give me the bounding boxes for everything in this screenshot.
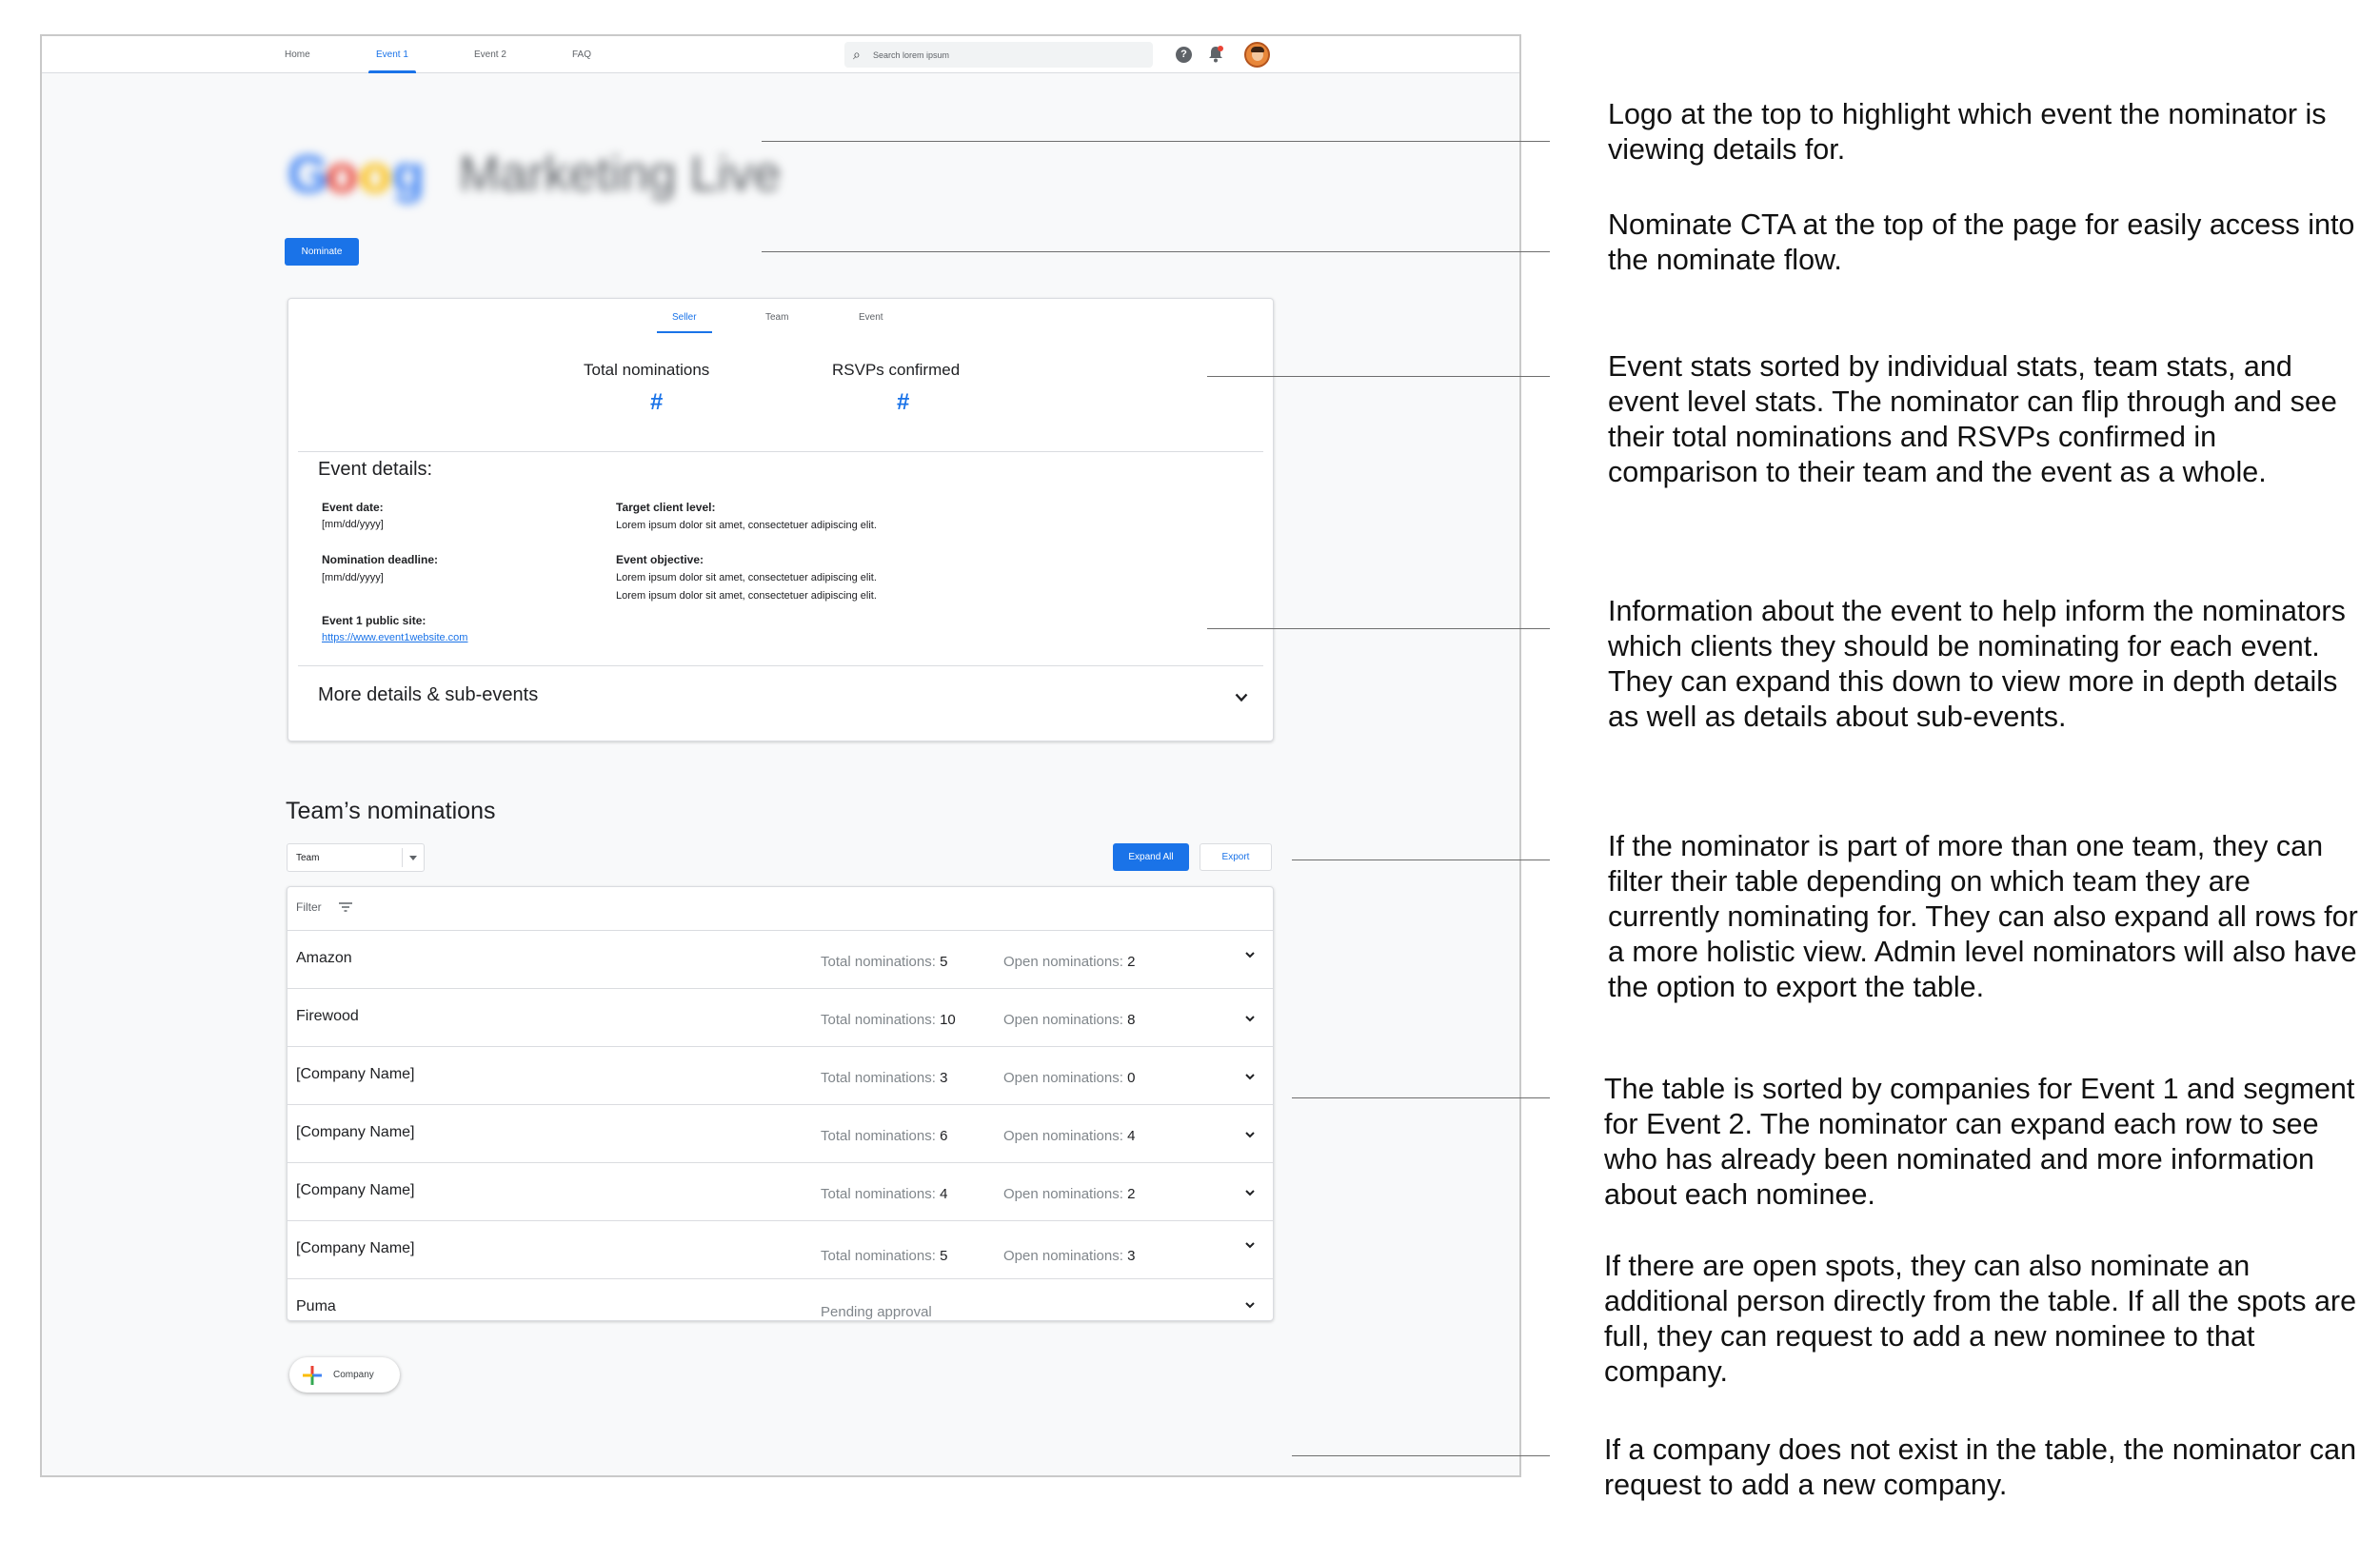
nomination-deadline-value: [mm/dd/yyyy] (322, 572, 384, 583)
dropdown-arrow-icon (409, 856, 417, 860)
event-details-title: Event details: (318, 459, 433, 480)
expand-all-button[interactable]: Expand All (1113, 843, 1189, 871)
search-icon: ⌕ (853, 47, 861, 62)
avatar[interactable] (1244, 42, 1270, 68)
top-navigation (42, 36, 1519, 73)
event-stats-card (288, 298, 1274, 741)
company-name: Firewood (296, 1008, 359, 1024)
rsvps-confirmed-label: RSVPs confirmed (832, 361, 961, 379)
company-name: Amazon (296, 950, 352, 966)
chevron-down-icon[interactable] (1235, 693, 1248, 702)
team-select[interactable] (287, 843, 425, 872)
total-nominations: Total nominations: 6 (821, 1128, 948, 1144)
plus-icon (303, 1366, 322, 1385)
table-row[interactable] (288, 1220, 1273, 1278)
annotation-nominate-cta: Nominate CTA at the top of the page for easily access into the nominate flow. (1608, 208, 2355, 276)
chevron-down-icon[interactable] (1243, 1188, 1257, 1197)
open-nominations: Open nominations: 2 (1003, 1186, 1136, 1202)
company-name: [Company Name] (296, 1182, 415, 1198)
add-company-label: Company (333, 1370, 374, 1380)
target-client-level-label: Target client level: (616, 501, 716, 514)
event-objective-line-1: Lorem ipsum dolor sit amet, consectetuer adipiscing elit. (616, 572, 877, 583)
table-row[interactable] (288, 988, 1273, 1046)
annotation-open-spots: If there are open spots, they can also nominate an additional person directly from the table. If all the spots are full, they can request to add a new nominee to that company. (1604, 1250, 2357, 1388)
chevron-down-icon[interactable] (1243, 1014, 1257, 1023)
stats-tab-seller[interactable]: Seller (672, 312, 697, 323)
annotation-leader-line (1292, 1455, 1550, 1456)
open-nominations: Open nominations: 4 (1003, 1128, 1136, 1144)
nav-tab-faq[interactable]: FAQ (572, 49, 592, 60)
event-date-label: Event date: (322, 501, 384, 514)
chevron-down-icon[interactable] (1243, 950, 1257, 959)
stats-tab-team[interactable]: Team (765, 312, 789, 323)
event-objective-label: Event objective: (616, 553, 704, 566)
team-select-value: Team (296, 853, 320, 863)
nomination-deadline-label: Nomination deadline: (322, 553, 439, 566)
open-nominations: Open nominations: 3 (1003, 1248, 1136, 1264)
company-name: Puma (296, 1298, 336, 1314)
add-company-button[interactable] (289, 1357, 400, 1393)
chevron-down-icon[interactable] (1243, 1240, 1257, 1250)
notification-bell-icon[interactable] (1208, 46, 1223, 63)
event-logo: G o o g Marketing Live (288, 144, 782, 204)
table-row[interactable] (288, 1104, 1273, 1162)
annotation-leader-line (762, 141, 1550, 142)
team-nominations-title: Team’s nominations (286, 798, 496, 824)
public-site-label: Event 1 public site: (322, 614, 426, 627)
total-nominations: Total nominations: 5 (821, 954, 948, 970)
search-bar[interactable] (844, 42, 1153, 68)
export-button[interactable]: Export (1200, 843, 1272, 871)
annotation-event-info: Information about the event to help inform the nominators which clients they should be nominating for each event. They can expand this down to view more in depth details as well as details about sub-events. (1608, 595, 2346, 733)
annotation-event-stats: Event stats sorted by individual stats, team stats, and event level stats. The nominator can flip through and see their total nominations and RSVPs confirmed in comparison to their team and the event as a whole. (1608, 350, 2337, 488)
total-nominations: Total nominations: 5 (821, 1248, 948, 1264)
table-row[interactable] (288, 930, 1273, 988)
public-site-link[interactable]: https://www.event1website.com (322, 632, 468, 643)
nominations-table (287, 886, 1274, 1321)
open-nominations: Open nominations: 0 (1003, 1070, 1136, 1086)
search-input[interactable] (873, 46, 1140, 64)
event-date-value: [mm/dd/yyyy] (322, 519, 384, 530)
company-name: [Company Name] (296, 1066, 415, 1082)
open-nominations: Open nominations: 8 (1003, 1012, 1136, 1028)
rsvps-confirmed-value: # (897, 389, 910, 415)
table-row[interactable] (288, 1162, 1273, 1220)
total-nominations: Total nominations: 10 (821, 1012, 956, 1028)
chevron-down-icon[interactable] (1243, 1130, 1257, 1139)
details-divider (298, 665, 1263, 666)
nav-tab-event-1[interactable]: Event 1 (376, 36, 408, 73)
table-row[interactable] (288, 1278, 1273, 1322)
annotation-leader-line (1207, 628, 1550, 629)
help-icon[interactable]: ? (1176, 47, 1192, 63)
annotation-add-company: If a company does not exist in the table, the nominator can request to add a new company. (1604, 1433, 2357, 1501)
nominate-button[interactable]: Nominate (285, 238, 359, 266)
filter-icon[interactable] (339, 902, 352, 912)
total-nominations: Total nominations: 3 (821, 1070, 948, 1086)
nav-tab-home[interactable]: Home (285, 49, 310, 60)
nav-tab-event-2[interactable]: Event 2 (474, 49, 506, 60)
target-client-level-value: Lorem ipsum dolor sit amet, consectetuer adipiscing elit. (616, 520, 877, 531)
annotation-leader-line (1207, 376, 1550, 377)
table-row[interactable] (288, 1046, 1273, 1104)
total-nominations-value: # (650, 389, 664, 415)
annotation-logo: Logo at the top to highlight which event the nominator is viewing details for. (1608, 98, 2327, 166)
annotation-team-filter: If the nominator is part of more than one team, they can filter their table depending on which team they are currently nominating for. They can also expand all rows for a more holistic view. Admin level nominators will also have the option to export the table. (1608, 830, 2358, 1003)
open-nominations: Open nominations: 2 (1003, 954, 1136, 970)
stats-tab-event[interactable]: Event (859, 312, 883, 323)
chevron-down-icon[interactable] (1243, 1072, 1257, 1081)
annotation-leader-line (1292, 1097, 1550, 1098)
total-nominations: Total nominations: 4 (821, 1186, 948, 1202)
filter-label[interactable]: Filter (296, 900, 322, 914)
more-details-toggle[interactable]: More details & sub-events (318, 684, 539, 705)
company-name: [Company Name] (296, 1240, 415, 1256)
annotation-leader-line (762, 251, 1550, 252)
total-nominations-label: Total nominations (584, 361, 710, 379)
pending-status: Pending approval (821, 1304, 932, 1320)
event-objective-line-2: Lorem ipsum dolor sit amet, consectetuer adipiscing elit. (616, 590, 877, 602)
chevron-down-icon[interactable] (1243, 1300, 1257, 1310)
annotation-table-sort: The table is sorted by companies for Event 1 and segment for Event 2. The nominator can expand each row to see who has already been nominated and more information about each nominee. (1604, 1073, 2355, 1211)
company-name: [Company Name] (296, 1124, 415, 1140)
stats-divider (298, 451, 1263, 452)
